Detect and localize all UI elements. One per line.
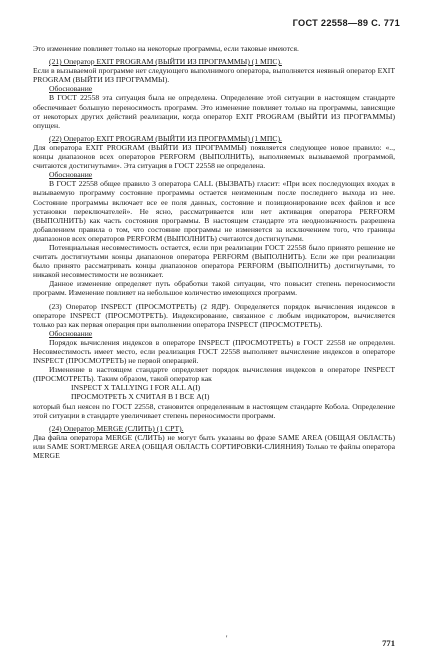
paragraph: В ГОСТ 22558 общее правило 3 оператора CALL (ВЫЗВАТЬ) гласит: «При всех последующих входах в вызываемую программу состояние программы остается неизменным после последнего выхода из нее. Состояние программы включает все ее поля данных, состояние и позиционирование всех файлов и все установки переключателей». Не ясно, рассматривается или нет активация оператора PERFORM (ВЫПОЛНИТЬ) как часть состояния программы. В настоящем стандарте эта неоднозначность разрешена добавлением правила о том, что состояние программы не изменяется за исключением того, что границы диапазонов всех операторов PERFORM (ВЫПОЛНИТЬ) считаются достигнутыми.	[33, 179, 395, 243]
paragraph: который был неясен по ГОСТ 22558, становится определенным в настоящем стандарте Кобола. Определение этой ситуации в стандарте увеличивает степень переносимости программ.	[33, 401, 395, 420]
section-heading: (22) Оператор EXIT PROGRAM (ВЫЙТИ ИЗ ПРОГРАММЫ) (1 МПС).	[49, 133, 282, 143]
paragraph: Порядок вычисления индексов в операторе INSPECT (ПРОСМОТРЕТЬ) в ГОСТ 22558 не определен. Несовместимость имеет место, если реализация ГОСТ 22558 выполняет вычисление индексов в операторе INSPECT (ПРОСМОТРЕТЬ) не первой операцией.	[33, 337, 395, 366]
section-heading: (24) Оператор MERGE (СЛИТЬ) (1 СРТ).	[49, 423, 184, 433]
rationale-heading: Обоснование	[49, 84, 93, 94]
paragraph: Для оператора EXIT PROGRAM (ВЫЙТИ ИЗ ПРОГРАММЫ) появляется следующее новое правило: «.., концы диапазонов всех операторов PERFORM (ВЫПОЛНИТЬ), выполняемых вызываемой программой, считаются достигнутыми». Эта ситуация в ГОСТ 22558 не определена.	[33, 142, 395, 171]
paragraph: Если в вызываемой программе нет следующего выполнимого оператора, выполняется неявный оператор EXIT PROGRAM (ВЫЙТИ ИЗ ПРОГРАММЫ).	[33, 66, 395, 85]
page-number: 771	[382, 638, 395, 648]
paragraph: Два файла оператора MERGE (СЛИТЬ) не могут быть указаны во фразе SAME AREA (ОБЩАЯ ОБЛАСТЬ) или SAME SORT/MERGE AREA (ОБЩАЯ ОБЛАСТЬ СОРТИРОВКИ-СЛИЯНИЯ) Только те файлы оператора MERGE	[33, 432, 395, 461]
paragraph: В ГОСТ 22558 эта ситуация была не определена. Определение этой ситуации в настоящем стандарте обеспечивает большую переносимость программ. Это изменение повлияет только на программы, зависящие от некоторых других действий реализации, когда оператор EXIT PROGRAM (ВЫЙТИ ИЗ ПРОГРАММЫ) опущен.	[33, 93, 395, 130]
code-line: INSPECT X TALLYING I FOR ALL A(I)	[71, 383, 201, 393]
section-heading: (21) Оператор EXIT PROGRAM (ВЫЙТИ ИЗ ПРОГРАММЫ) (1 МПС).	[49, 57, 282, 67]
body-text	[33, 44, 395, 460]
paragraph: Это изменение повлияет только на некоторые программы, если таковые имеются.	[33, 44, 299, 53]
page-header: ГОСТ 22558—89 С. 771	[292, 18, 400, 28]
paragraph: Данное изменение определяет путь обработки такой ситуации, что повысит степень переносимости программ. Изменение повлияет на небольшое количество имеющихся программ.	[33, 279, 395, 298]
paragraph: Изменение в настоящем стандарте определяет порядок вычисления индексов в операторе INSPECT (ПРОСМОТРЕТЬ). Таким образом, такой оператор как	[33, 365, 395, 384]
stray-mark: '	[226, 634, 228, 643]
section-heading: (23) Оператор INSPECT (ПРОСМОТРЕТЬ) (2 ЯДР). Определяется порядок вычисления индексов в операторе INSPECT (ПРОСМОТРЕТЬ). Индексирование, связанное с любым индикатором, вычисляется только раз как первая операция при выполнении оператора INSPECT (ПРОСМОТРЕТЬ).	[33, 301, 395, 329]
rationale-heading: Обоснование	[49, 170, 93, 180]
code-line: ПРОСМОТРЕТЬ X СЧИТАЯ В I ВСЕ А(I)	[71, 392, 210, 402]
rationale-heading: Обоснование	[49, 328, 93, 338]
paragraph: Потенциальная несовместимость остается, если при реализации ГОСТ 22558 было принято решение не считать достигнутыми концы диапазонов оператора PERFORM (ВЫПОЛНИТЬ). Если же при реализации было принято рассматривать концы диапазонов оператора PERFORM (ВЫПОЛНИТЬ) достигнутыми, то никакой несовместимости не возникает.	[33, 242, 395, 280]
